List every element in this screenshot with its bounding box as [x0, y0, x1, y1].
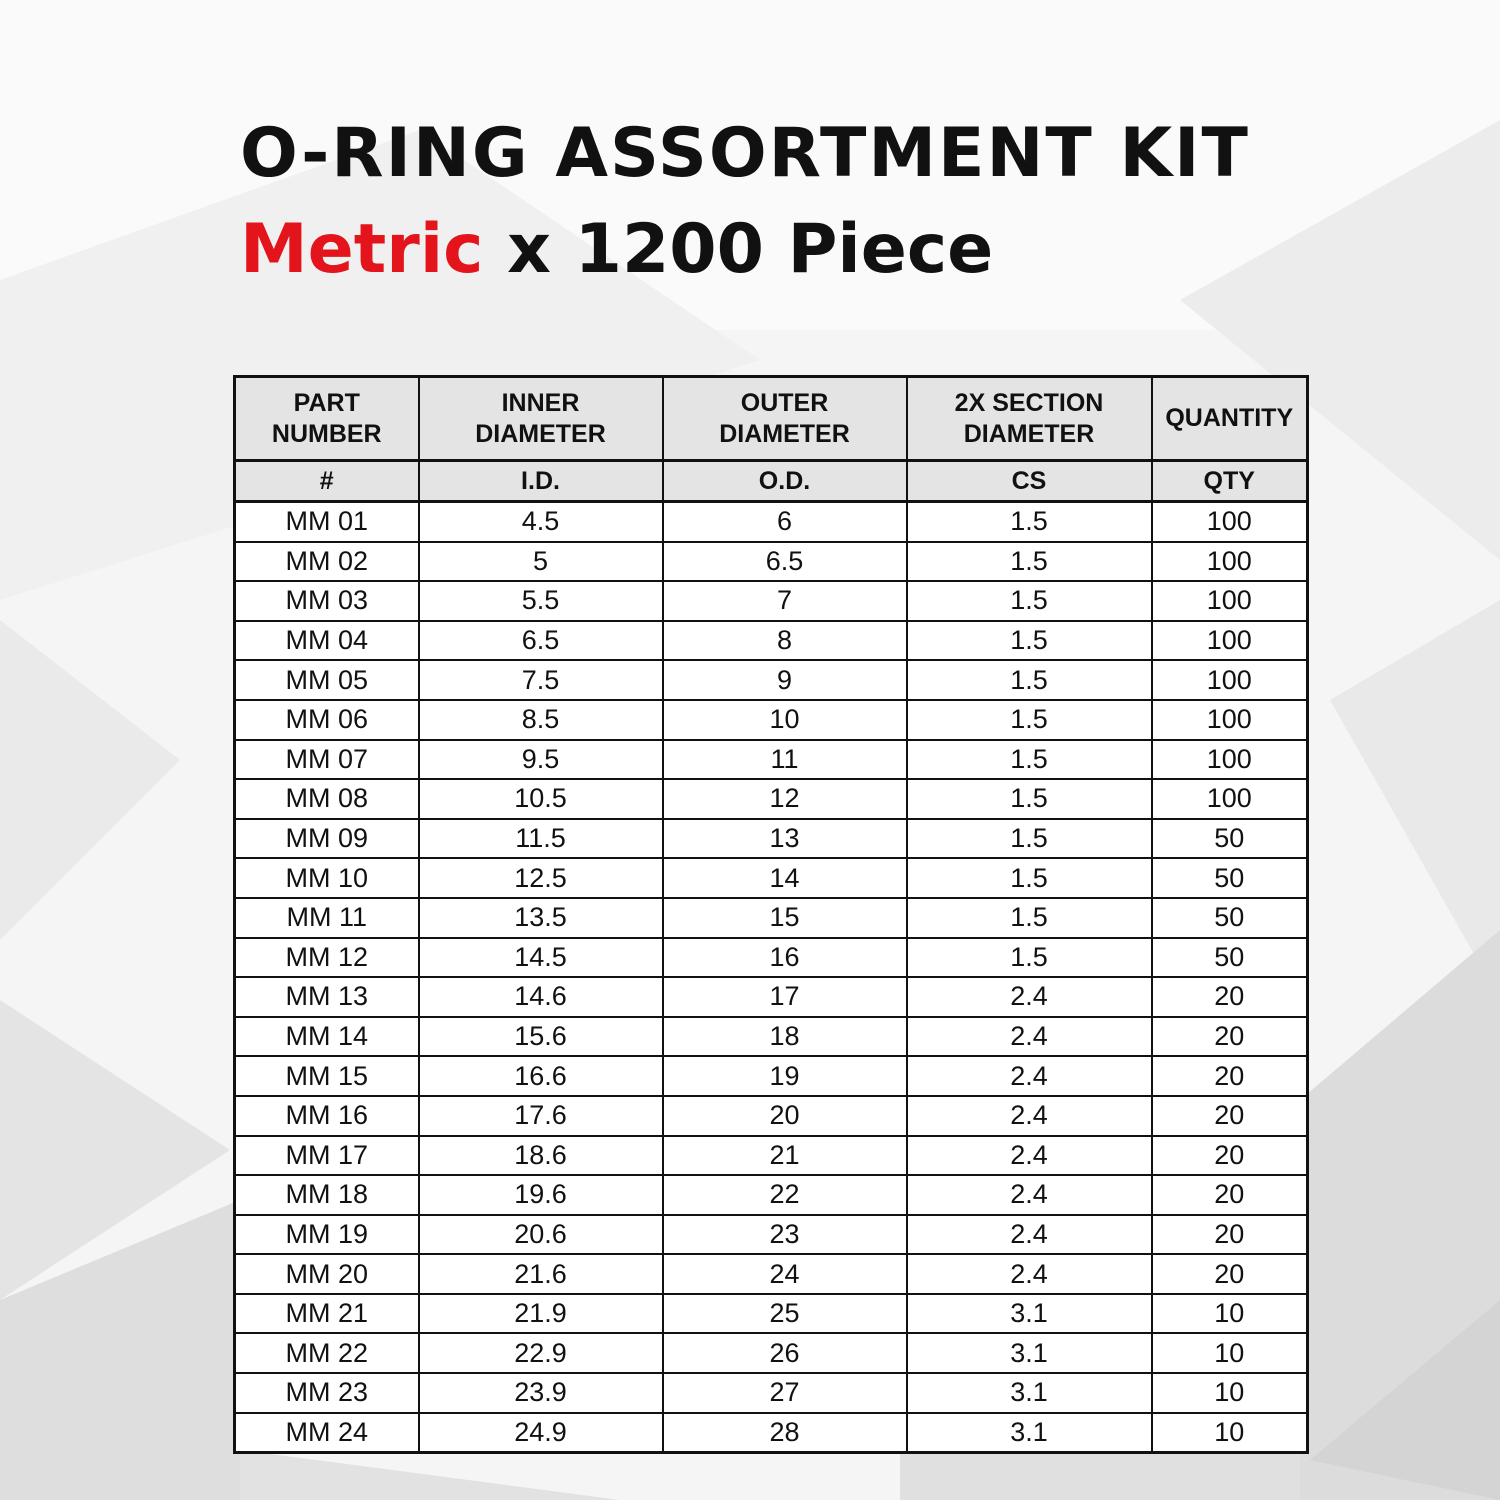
inner-diameter-cell: 23.9: [419, 1373, 663, 1413]
table-row: [235, 1056, 1308, 1096]
inner-diameter-cell: 5.5: [419, 581, 663, 621]
quantity-cell: 20: [1152, 1096, 1308, 1136]
part-number-cell: MM 06: [235, 700, 419, 740]
part-number-cell: MM 15: [235, 1056, 419, 1096]
table-row: [235, 1294, 1308, 1334]
table-row: [235, 858, 1308, 898]
outer-diameter-cell: 18: [663, 1017, 907, 1057]
header-label: OUTER DIAMETER: [719, 388, 850, 448]
header-label: 2X SECTION DIAMETER: [954, 388, 1104, 448]
section-diameter-cell: 2.4: [907, 1215, 1152, 1255]
outer-diameter-cell: 16: [663, 938, 907, 978]
quantity-cell: 100: [1152, 740, 1308, 780]
outer-diameter-cell: 6.5: [663, 542, 907, 582]
subtitle-accent: Metric: [240, 210, 484, 289]
table-row: [235, 1333, 1308, 1373]
part-number-cell: MM 10: [235, 858, 419, 898]
quantity-cell: 20: [1152, 1136, 1308, 1176]
table-row: [235, 1175, 1308, 1215]
table-row: [235, 1254, 1308, 1294]
outer-diameter-cell: 27: [663, 1373, 907, 1413]
abbr-part-number: #: [235, 461, 419, 502]
section-diameter-cell: 1.5: [907, 819, 1152, 859]
table-row: [235, 542, 1308, 582]
table-row: [235, 1373, 1308, 1413]
part-number-cell: MM 14: [235, 1017, 419, 1057]
inner-diameter-cell: 4.5: [419, 502, 663, 542]
section-diameter-cell: 3.1: [907, 1333, 1152, 1373]
section-diameter-cell: 1.5: [907, 621, 1152, 661]
inner-diameter-cell: 14.5: [419, 938, 663, 978]
inner-diameter-cell: 9.5: [419, 740, 663, 780]
header-label: QUANTITY: [1165, 404, 1294, 432]
quantity-cell: 20: [1152, 1056, 1308, 1096]
part-number-cell: MM 01: [235, 502, 419, 542]
table-header: [235, 377, 1308, 502]
inner-diameter-cell: 12.5: [419, 858, 663, 898]
inner-diameter-cell: 14.6: [419, 977, 663, 1017]
quantity-cell: 20: [1152, 1254, 1308, 1294]
table-row: [235, 779, 1308, 819]
abbr-section-diameter: CS: [907, 461, 1152, 502]
outer-diameter-cell: 13: [663, 819, 907, 859]
quantity-cell: 50: [1152, 858, 1308, 898]
outer-diameter-cell: 21: [663, 1136, 907, 1176]
part-number-cell: MM 04: [235, 621, 419, 661]
inner-diameter-cell: 16.6: [419, 1056, 663, 1096]
outer-diameter-cell: 24: [663, 1254, 907, 1294]
inner-diameter-cell: 22.9: [419, 1333, 663, 1373]
table-row: [235, 621, 1308, 661]
inner-diameter-cell: 18.6: [419, 1136, 663, 1176]
quantity-cell: 100: [1152, 700, 1308, 740]
table-row: [235, 938, 1308, 978]
outer-diameter-cell: 25: [663, 1294, 907, 1334]
quantity-cell: 50: [1152, 819, 1308, 859]
part-number-cell: MM 05: [235, 660, 419, 700]
header-section-diameter: [907, 377, 1152, 461]
header-row-labels: [235, 377, 1308, 461]
inner-diameter-cell: 10.5: [419, 779, 663, 819]
quantity-cell: 10: [1152, 1333, 1308, 1373]
outer-diameter-cell: 23: [663, 1215, 907, 1255]
quantity-cell: 100: [1152, 581, 1308, 621]
section-diameter-cell: 2.4: [907, 1056, 1152, 1096]
outer-diameter-cell: 7: [663, 581, 907, 621]
inner-diameter-cell: 17.6: [419, 1096, 663, 1136]
part-number-cell: MM 07: [235, 740, 419, 780]
section-diameter-cell: 1.5: [907, 700, 1152, 740]
quantity-cell: 100: [1152, 779, 1308, 819]
inner-diameter-cell: 7.5: [419, 660, 663, 700]
outer-diameter-cell: 19: [663, 1056, 907, 1096]
part-number-cell: MM 22: [235, 1333, 419, 1373]
section-diameter-cell: 3.1: [907, 1294, 1152, 1334]
inner-diameter-cell: 21.9: [419, 1294, 663, 1334]
section-diameter-cell: 2.4: [907, 1175, 1152, 1215]
inner-diameter-cell: 11.5: [419, 819, 663, 859]
table-body: [235, 502, 1308, 1453]
section-diameter-cell: 1.5: [907, 858, 1152, 898]
quantity-cell: 100: [1152, 542, 1308, 582]
table-row: [235, 660, 1308, 700]
quantity-cell: 20: [1152, 1215, 1308, 1255]
table-row: [235, 1215, 1308, 1255]
spec-table-container: [233, 375, 1306, 1454]
quantity-cell: 10: [1152, 1294, 1308, 1334]
table-row: [235, 1096, 1308, 1136]
outer-diameter-cell: 17: [663, 977, 907, 1017]
quantity-cell: 10: [1152, 1373, 1308, 1413]
part-number-cell: MM 02: [235, 542, 419, 582]
quantity-cell: 50: [1152, 938, 1308, 978]
header-outer-diameter: [663, 377, 907, 461]
outer-diameter-cell: 22: [663, 1175, 907, 1215]
section-diameter-cell: 2.4: [907, 977, 1152, 1017]
quantity-cell: 20: [1152, 977, 1308, 1017]
table-row: [235, 1017, 1308, 1057]
outer-diameter-cell: 9: [663, 660, 907, 700]
table-row: [235, 1413, 1308, 1453]
part-number-cell: MM 23: [235, 1373, 419, 1413]
header-inner-diameter: [419, 377, 663, 461]
quantity-cell: 100: [1152, 621, 1308, 661]
part-number-cell: MM 18: [235, 1175, 419, 1215]
inner-diameter-cell: 21.6: [419, 1254, 663, 1294]
quantity-cell: 100: [1152, 660, 1308, 700]
header-quantity: [1152, 377, 1308, 461]
section-diameter-cell: 1.5: [907, 898, 1152, 938]
quantity-cell: 20: [1152, 1175, 1308, 1215]
abbr-quantity: QTY: [1152, 461, 1308, 502]
spec-table: [233, 375, 1309, 1454]
inner-diameter-cell: 13.5: [419, 898, 663, 938]
table-row: [235, 502, 1308, 542]
table-row: [235, 740, 1308, 780]
part-number-cell: MM 24: [235, 1413, 419, 1453]
header-part-number: [235, 377, 419, 461]
part-number-cell: MM 09: [235, 819, 419, 859]
part-number-cell: MM 08: [235, 779, 419, 819]
quantity-cell: 100: [1152, 502, 1308, 542]
title-block: [240, 112, 1250, 294]
outer-diameter-cell: 26: [663, 1333, 907, 1373]
part-number-cell: MM 12: [235, 938, 419, 978]
section-diameter-cell: 1.5: [907, 542, 1152, 582]
outer-diameter-cell: 6: [663, 502, 907, 542]
part-number-cell: MM 19: [235, 1215, 419, 1255]
part-number-cell: MM 13: [235, 977, 419, 1017]
header-label: PART NUMBER: [271, 388, 382, 448]
outer-diameter-cell: 14: [663, 858, 907, 898]
abbr-inner-diameter: I.D.: [419, 461, 663, 502]
section-diameter-cell: 2.4: [907, 1254, 1152, 1294]
inner-diameter-cell: 6.5: [419, 621, 663, 661]
section-diameter-cell: 1.5: [907, 740, 1152, 780]
inner-diameter-cell: 20.6: [419, 1215, 663, 1255]
section-diameter-cell: 1.5: [907, 938, 1152, 978]
section-diameter-cell: 1.5: [907, 779, 1152, 819]
outer-diameter-cell: 10: [663, 700, 907, 740]
part-number-cell: MM 17: [235, 1136, 419, 1176]
section-diameter-cell: 1.5: [907, 581, 1152, 621]
section-diameter-cell: 3.1: [907, 1373, 1152, 1413]
table-row: [235, 700, 1308, 740]
page-title: O-RING ASSORTMENT KIT: [240, 114, 1250, 193]
inner-diameter-cell: 5: [419, 542, 663, 582]
inner-diameter-cell: 19.6: [419, 1175, 663, 1215]
inner-diameter-cell: 24.9: [419, 1413, 663, 1453]
header-label: INNER DIAMETER: [475, 388, 606, 448]
quantity-cell: 10: [1152, 1413, 1308, 1453]
header-row-abbr: [235, 461, 1308, 502]
quantity-cell: 50: [1152, 898, 1308, 938]
section-diameter-cell: 1.5: [907, 502, 1152, 542]
table-row: [235, 898, 1308, 938]
outer-diameter-cell: 11: [663, 740, 907, 780]
section-diameter-cell: 2.4: [907, 1096, 1152, 1136]
outer-diameter-cell: 12: [663, 779, 907, 819]
part-number-cell: MM 03: [235, 581, 419, 621]
outer-diameter-cell: 15: [663, 898, 907, 938]
section-diameter-cell: 1.5: [907, 660, 1152, 700]
outer-diameter-cell: 20: [663, 1096, 907, 1136]
inner-diameter-cell: 15.6: [419, 1017, 663, 1057]
inner-diameter-cell: 8.5: [419, 700, 663, 740]
outer-diameter-cell: 8: [663, 621, 907, 661]
part-number-cell: MM 11: [235, 898, 419, 938]
section-diameter-cell: 3.1: [907, 1413, 1152, 1453]
subtitle-rest: x 1200 Piece: [483, 210, 994, 289]
part-number-cell: MM 16: [235, 1096, 419, 1136]
page-subtitle: [240, 206, 1250, 294]
abbr-outer-diameter: O.D.: [663, 461, 907, 502]
quantity-cell: 20: [1152, 1017, 1308, 1057]
section-diameter-cell: 2.4: [907, 1136, 1152, 1176]
table-row: [235, 819, 1308, 859]
table-row: [235, 977, 1308, 1017]
table-row: [235, 1136, 1308, 1176]
part-number-cell: MM 21: [235, 1294, 419, 1334]
section-diameter-cell: 2.4: [907, 1017, 1152, 1057]
part-number-cell: MM 20: [235, 1254, 419, 1294]
table-row: [235, 581, 1308, 621]
outer-diameter-cell: 28: [663, 1413, 907, 1453]
